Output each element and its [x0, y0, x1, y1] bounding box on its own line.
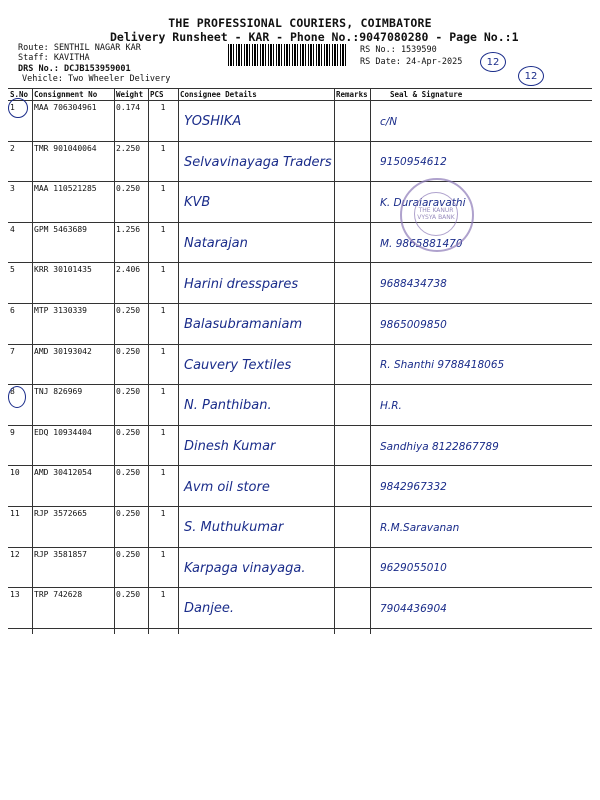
weight-cell: 0.250 — [114, 385, 148, 426]
sno-circle-mark — [8, 386, 26, 408]
remarks-cell — [334, 506, 370, 547]
seal-cell: H.R. — [370, 385, 592, 426]
seal-cell: 9842967332 — [370, 466, 592, 507]
delivery-table — [8, 88, 592, 629]
pcs-cell: 1 — [148, 303, 178, 344]
page-title: THE PROFESSIONAL COURIERS, COIMBATORE — [168, 16, 432, 30]
cons-cell: MTP 3130339 — [32, 303, 114, 344]
remarks-cell — [334, 141, 370, 182]
sno-cell: 9 — [8, 425, 32, 466]
consignee-cell: Dinesh Kumar — [178, 425, 334, 466]
table-row — [8, 425, 592, 466]
pcs-cell: 1 — [148, 222, 178, 263]
cons-cell: GPM 5463689 — [32, 222, 114, 263]
table-row — [8, 547, 592, 588]
column-header: Remarks — [334, 89, 370, 101]
pcs-cell: 1 — [148, 547, 178, 588]
weight-cell: 0.250 — [114, 588, 148, 629]
pcs-cell: 1 — [148, 588, 178, 629]
pcs-cell: 1 — [148, 425, 178, 466]
column-divider — [370, 88, 371, 634]
seal-cell: M. 9865881470 — [370, 222, 592, 263]
consignee-cell: Natarajan — [178, 222, 334, 263]
remarks-cell — [334, 344, 370, 385]
column-header: Seal & Signature — [370, 89, 592, 101]
pcs-cell: 1 — [148, 344, 178, 385]
remarks-cell — [334, 466, 370, 507]
table-header-row — [8, 89, 592, 101]
cons-cell: TRP 742628 — [32, 588, 114, 629]
sno-cell: 3 — [8, 182, 32, 223]
pcs-cell: 1 — [148, 263, 178, 304]
cons-cell: RJP 3581857 — [32, 547, 114, 588]
sno-cell: 10 — [8, 466, 32, 507]
seal-cell: 9629055010 — [370, 547, 592, 588]
seal-cell: 9150954612 — [370, 141, 592, 182]
weight-cell: 2.250 — [114, 141, 148, 182]
pcs-cell: 1 — [148, 182, 178, 223]
weight-cell: 0.250 — [114, 344, 148, 385]
cons-cell: KRR 30101435 — [32, 263, 114, 304]
seal-cell: 9688434738 — [370, 263, 592, 304]
sno-cell: 11 — [8, 506, 32, 547]
remarks-cell — [334, 588, 370, 629]
consignee-cell: Selvavinayaga Traders — [178, 141, 334, 182]
sno-cell: 8 — [8, 385, 32, 426]
consignee-cell: Cauvery Textiles — [178, 344, 334, 385]
sno-cell: 5 — [8, 263, 32, 304]
vehicle-label: Vehicle: Two Wheeler Delivery — [22, 74, 171, 84]
runsheet-subtitle: Delivery Runsheet - KAR - Phone No.:9047080280 - Page No.:1 — [110, 30, 519, 44]
weight-cell: 0.250 — [114, 506, 148, 547]
consignee-cell: Avm oil store — [178, 466, 334, 507]
seal-cell: Sandhiya 8122867789 — [370, 425, 592, 466]
column-header: Consignment No — [32, 89, 114, 101]
weight-cell: 2.406 — [114, 263, 148, 304]
cons-cell: TMR 901040064 — [32, 141, 114, 182]
weight-cell: 0.250 — [114, 466, 148, 507]
sno-cell: 13 — [8, 588, 32, 629]
staff-label: Staff: KAVITHA — [18, 53, 90, 63]
sno-cell: 6 — [8, 303, 32, 344]
column-header: S.No — [8, 89, 32, 101]
table-row — [8, 385, 592, 426]
circled-count-1: 12 — [480, 52, 506, 72]
table-row — [8, 506, 592, 547]
column-header: Weight — [114, 89, 148, 101]
column-divider — [114, 88, 115, 634]
column-divider — [148, 88, 149, 634]
consignee-cell: Karpaga vinayaga. — [178, 547, 334, 588]
cons-cell: EDQ 10934404 — [32, 425, 114, 466]
bank-seal-stamp — [400, 178, 474, 252]
seal-cell: 7904436904 — [370, 588, 592, 629]
consignee-cell: Harini dresspares — [178, 263, 334, 304]
table-row — [8, 182, 592, 223]
table-row — [8, 141, 592, 182]
seal-cell: c/N — [370, 101, 592, 142]
consignee-cell: KVB — [178, 182, 334, 223]
column-divider — [178, 88, 179, 634]
pcs-cell: 1 — [148, 466, 178, 507]
seal-cell: K. Duraiaravathi — [370, 182, 592, 223]
weight-cell: 1.256 — [114, 222, 148, 263]
column-divider — [334, 88, 335, 634]
seal-cell: 9865009850 — [370, 303, 592, 344]
sno-cell: 1 — [8, 101, 32, 142]
table-row — [8, 466, 592, 507]
cons-cell: AMD 30412054 — [32, 466, 114, 507]
sno-cell: 12 — [8, 547, 32, 588]
route-label: Route: SENTHIL NAGAR KAR — [18, 43, 141, 53]
rs-number: RS No.: 1539590 — [360, 45, 437, 55]
remarks-cell — [334, 547, 370, 588]
remarks-cell — [334, 385, 370, 426]
bank-seal-text: THE KANUR VYSYA BANK — [414, 192, 458, 236]
table-row — [8, 303, 592, 344]
sno-cell: 7 — [8, 344, 32, 385]
column-header: Consignee Details — [178, 89, 334, 101]
weight-cell: 0.250 — [114, 182, 148, 223]
remarks-cell — [334, 303, 370, 344]
column-divider — [32, 88, 33, 634]
remarks-cell — [334, 182, 370, 223]
table-row — [8, 588, 592, 629]
table-row — [8, 344, 592, 385]
weight-cell: 0.250 — [114, 425, 148, 466]
remarks-cell — [334, 222, 370, 263]
pcs-cell: 1 — [148, 101, 178, 142]
drs-number: DRS No.: DCJB153959001 — [18, 64, 131, 74]
pcs-cell: 1 — [148, 141, 178, 182]
remarks-cell — [334, 425, 370, 466]
cons-cell: MAA 706304961 — [32, 101, 114, 142]
barcode — [228, 44, 348, 66]
column-header: PCS — [148, 89, 178, 101]
cons-cell: RJP 3572665 — [32, 506, 114, 547]
seal-cell: R. Shanthi 9788418065 — [370, 344, 592, 385]
table-row — [8, 263, 592, 304]
sno-cell: 4 — [8, 222, 32, 263]
rs-date: RS Date: 24-Apr-2025 — [360, 57, 463, 67]
consignee-cell: YOSHIKA — [178, 101, 334, 142]
weight-cell: 0.250 — [114, 303, 148, 344]
remarks-cell — [334, 263, 370, 304]
seal-cell: R.M.Saravanan — [370, 506, 592, 547]
sno-circle-mark — [8, 98, 28, 118]
cons-cell: AMD 30193042 — [32, 344, 114, 385]
table-row — [8, 222, 592, 263]
cons-cell: TNJ 826969 — [32, 385, 114, 426]
remarks-cell — [334, 101, 370, 142]
sno-cell: 2 — [8, 141, 32, 182]
consignee-cell: S. Muthukumar — [178, 506, 334, 547]
circled-count-2: 12 — [518, 66, 544, 86]
consignee-cell: N. Panthiban. — [178, 385, 334, 426]
consignee-cell: Balasubramaniam — [178, 303, 334, 344]
pcs-cell: 1 — [148, 506, 178, 547]
weight-cell: 0.250 — [114, 547, 148, 588]
weight-cell: 0.174 — [114, 101, 148, 142]
cons-cell: MAA 110521285 — [32, 182, 114, 223]
table-row — [8, 101, 592, 142]
pcs-cell: 1 — [148, 385, 178, 426]
consignee-cell: Danjee. — [178, 588, 334, 629]
